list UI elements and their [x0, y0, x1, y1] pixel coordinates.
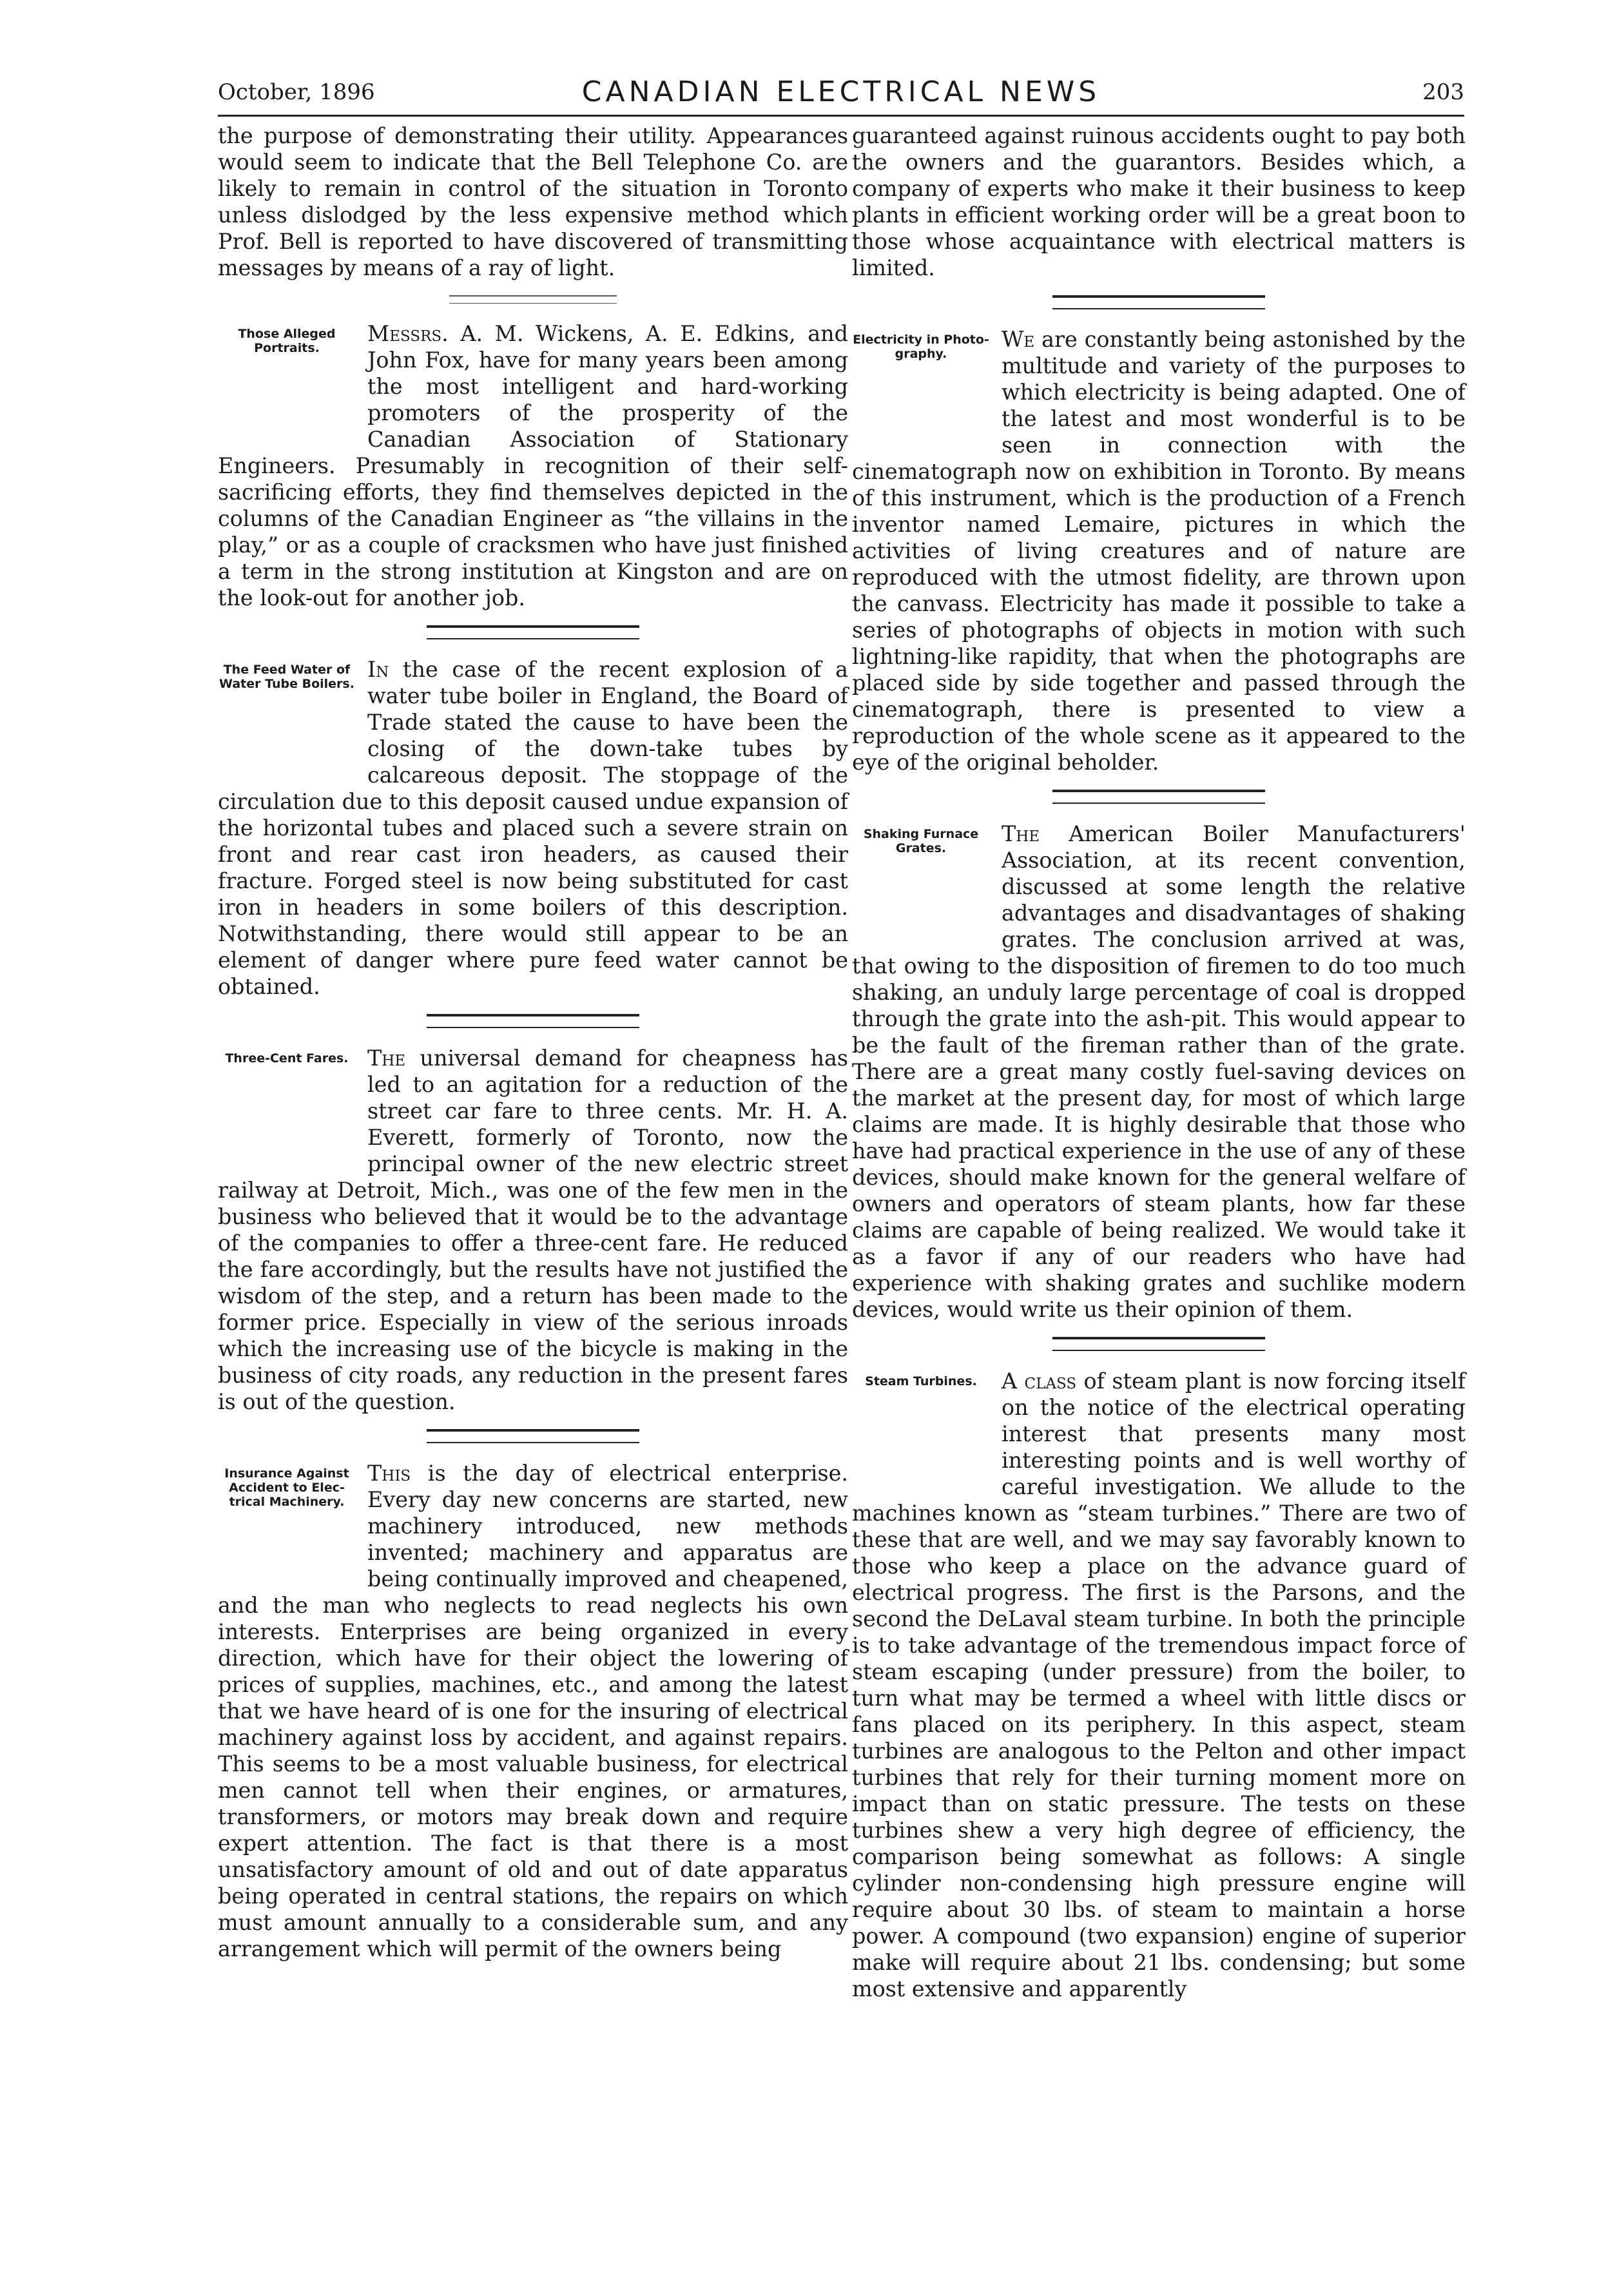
article-alleged-portraits	[218, 320, 848, 611]
article-body: The American Boiler Manufacturers' Association, at its recent convention, discussed at some length the relative advantages and disadvantages of shaking grates. The conclusion arrived at was, that owing to the disposition of firemen to do too much shaking, an unduly large percentage of coal is dropped through the grate into the ash-pit. This would appear to be the fault of the fireman rather than of the grate. There are a great many costly fuel-saving devices on the market at the present day, for most of which large claims are made. It is highly desirable that those who have had practical experience in the use of any of these devices, should make known for the general welfare of owners and operators of steam plants, how far these claims are capable of being realized. We would take it as a favor if any of our readers who have had experience with shaking grates and suchlike modern devices, would write us their opinion of them.	[852, 821, 1466, 1322]
page-number: 203	[1422, 79, 1464, 105]
header-rule	[218, 115, 1464, 117]
side-heading: Those Alleged Portraits.	[238, 327, 336, 355]
side-heading: Steam Turbines.	[865, 1374, 977, 1388]
article-insurance	[218, 1460, 848, 1962]
article-body: In the case of the recent explosion of a water tube boiler in England, the Board of Trade stated the cause to have been the closing of the down-take tubes by calcareous deposit. The stoppage of the circulation due to this deposit caused undue expansion of the horizontal tubes and placed such a severe strain on front and rear cast iron headers, as caused their fracture. Forged steel is now being substituted for cast iron in headers in some boilers of this description. Notwithstanding, there would still appear to be an element of danger where pure feed water cannot be obtained.	[218, 657, 848, 999]
side-heading: Electricity in Photo- graphy.	[853, 333, 989, 361]
running-header	[218, 75, 1464, 114]
article-body: This is the day of electrical enterprise. Every day new concerns are started, new machinery introduced, new methods invented; machinery and apparatus are being continually improved and cheapened, and the man who neglects to read neglects his own interests. Enterprises are being organized in every direction, which have for their object the lowering of prices of supplies, machines, etc., and among the latest that we have heard of is one for the insuring of electrical machinery against loss by accident, and against repairs. This seems to be a most valuable business, for electrical men cannot tell when their engines, or armatures, transformers, or motors may break down and require expert attention. The fact is that there is a most unsatisfactory amount of old and out of date apparatus being operated in central stations, the repairs on which must amount annually to a considerable sum, and any arrangement which will permit of the owners being	[218, 1461, 848, 1961]
section-divider	[1052, 790, 1265, 804]
side-heading: Insurance Against Accident to Elec- trical Machinery.	[224, 1466, 349, 1509]
section-divider	[427, 1014, 639, 1028]
right-column	[852, 122, 1466, 2002]
article-body: Messrs. A. M. Wickens, A. E. Edkins, and John Fox, have for many years been among the most intelligent and hard-working promoters of the prosperity of the Canadian Association of Stationary Engineers. Presumably in recognition of their self-sacrificing efforts, they find themselves depicted in the columns of the Canadian Engineer as “the villains in the play,” or as a couple of cracksmen who have just finished a term in the strong institution at Kingston and are on the look-out for another job.	[218, 321, 848, 610]
section-divider	[427, 1429, 639, 1443]
left-column	[218, 122, 848, 1962]
article-feed-water	[218, 656, 848, 1000]
side-heading: The Feed Water of Water Tube Boilers.	[219, 663, 354, 691]
article-shaking-grates	[852, 821, 1466, 1323]
side-heading: Three-Cent Fares.	[225, 1051, 349, 1065]
publication-title: CANADIAN ELECTRICAL NEWS	[581, 75, 1101, 108]
article-steam-turbines	[852, 1368, 1466, 2002]
article-body: The universal demand for cheapness has led to an agitation for a reduction of the street car fare to three cents. Mr. H. A. Everett, formerly of Toronto, now the principal owner of the new electric street railway at Detroit, Mich., was one of the few men in the business who believed that it would be to the advantage of the companies to offer a three-cent fare. He reduced the fare accordingly, but the results have not justified the wisdom of the step, and a return has been made to the former price. Especially in view of the serious inroads which the increasing use of the bicycle is making in the business of city roads, any reduction in the present fares is out of the question.	[218, 1046, 848, 1414]
continued-paragraph: guaranteed against ruinous accidents ought to pay both the owners and the guarantors. Besides which, a company of experts who make it their business to keep plants in efficient working order will be a great boon to those whose acquaintance with electrical matters is limited.	[852, 123, 1466, 280]
article-photography	[852, 326, 1466, 775]
article-body: A class of steam plant is now forcing itself on the notice of the electrical operating interest that presents many most interesting points and is well worthy of careful investigation. We allude to the machines known as “steam turbines.” There are two of these that are well, and we may say favorably known to those who keep a place on the advance guard of electrical progress. The first is the Parsons, and the second the DeLaval steam turbine. In both the principle is to take advantage of the tremendous impact force of steam escaping (under pressure) from the boiler, to turn what may be termed a wheel with little discs or fans placed on its periphery. In this aspect, steam turbines are analogous to the Pelton and other impact turbines that rely for their turning moment more on impact than on static pressure. The tests on these turbines shew a very high degree of efficiency, the comparison being somewhat as follows: A single cylinder non-condensing high pressure engine will require about 30 lbs. of steam to maintain a horse power. A compound (two expansion) engine of superior make will require about 21 lbs. condensing; but some most extensive and apparently	[852, 1368, 1466, 2001]
section-divider	[1052, 295, 1265, 309]
issue-date: October, 1896	[218, 79, 375, 105]
continued-paragraph: the purpose of demonstrating their utility. Appearances would seem to indicate that the Bell Telephone Co. are likely to remain in control of the situation in Toronto unless dislodged by the less expensive method which Prof. Bell is reported to have discovered of transmitting messages by means of a ray of light.	[218, 123, 848, 280]
side-heading: Shaking Furnace Grates.	[863, 827, 979, 855]
section-divider	[427, 625, 639, 639]
section-divider	[449, 295, 617, 304]
article-three-cent-fares	[218, 1045, 848, 1415]
section-divider	[1052, 1337, 1265, 1351]
article-body: We are constantly being astonished by the multitude and variety of the purposes to which electricity is being adapted. One of the latest and most wonderful is to be seen in connection with the cinematograph now on exhibition in Toronto. By means of this instrument, which is the production of a French inventor named Lemaire, pictures in which the activities of living creatures and of nature are reproduced with the utmost fidelity, are thrown upon the canvass. Electricity has made it possible to take a series of photographs of objects in motion with such lightning-like rapidity, that when the photographs are placed side by side together and passed through the cinematograph, there is presented to view a reproduction of the whole scene as it appeared to the eye of the original beholder.	[852, 327, 1466, 775]
